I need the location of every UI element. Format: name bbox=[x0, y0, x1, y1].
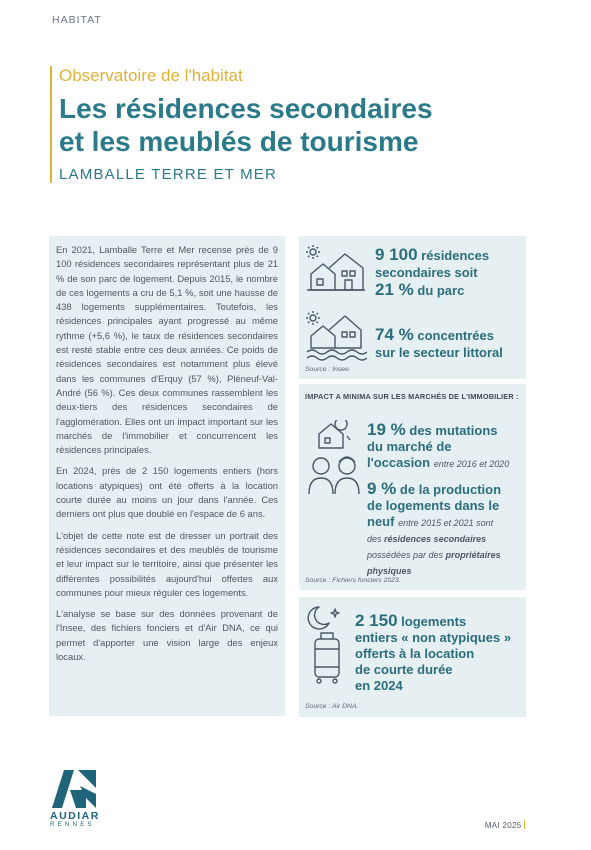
page-subtitle: LAMBALLE TERRE ET MER bbox=[59, 166, 278, 183]
title-kicker: Observatoire de l'habitat bbox=[59, 66, 243, 85]
title-block bbox=[50, 66, 520, 183]
stat-airdna-line4: de courte durée bbox=[355, 662, 453, 677]
stat-production-line6: physiques bbox=[367, 566, 412, 576]
stat-production-line5b: propriétaires bbox=[445, 550, 501, 560]
stat-residences bbox=[375, 246, 489, 299]
footer-accent-bar bbox=[524, 820, 526, 829]
stat-residences-line2: secondaires soit bbox=[375, 265, 478, 280]
stat-airdna bbox=[355, 613, 511, 694]
moon-luggage-icon bbox=[305, 603, 345, 685]
stat-production-label: de la production bbox=[399, 482, 502, 497]
logo-name: AUDIAR bbox=[50, 810, 100, 822]
source-fichiers-fonciers: Source : Fichiers fonciers 2023. bbox=[305, 577, 401, 584]
audiar-logo bbox=[50, 768, 102, 828]
stat-production-period: entre 2015 et 2021 sont bbox=[398, 518, 494, 528]
house-water-icon bbox=[305, 310, 367, 362]
stat-mutations bbox=[367, 422, 509, 472]
stats-card-airdna bbox=[299, 597, 526, 717]
stat-littoral-pct: 74 % bbox=[375, 325, 414, 344]
stat-littoral-label: concentrées bbox=[417, 328, 494, 343]
stat-airdna-label: logements bbox=[401, 614, 467, 629]
source-insee: Source : Insee. bbox=[305, 366, 351, 373]
stat-residences-value: 9 100 bbox=[375, 245, 418, 264]
stat-production-line5a: possédées par des bbox=[367, 550, 444, 560]
stat-residences-pct: 21 % bbox=[375, 280, 414, 299]
stat-mutations-line3: l'occasion bbox=[367, 455, 431, 470]
source-airdna: Source : Air DNA. bbox=[305, 703, 359, 710]
stat-airdna-line3: offerts à la location bbox=[355, 646, 475, 661]
footer-date-text: MAI 2025 bbox=[484, 821, 522, 830]
stat-mutations-period: entre 2016 et 2020 bbox=[433, 459, 510, 469]
intro-paragraph-2: En 2024, près de 2 150 logements entiers (hors locations atypiques) ont été offerts à la location courte durée au moins un jour dans l'année. Ces derniers ont plus que doublé en l'espace de 6 ans. bbox=[56, 465, 278, 520]
stat-airdna-value: 2 150 bbox=[355, 611, 398, 630]
stat-production-line2: de logements dans le bbox=[367, 498, 500, 513]
stat-residences-label: résidences bbox=[421, 248, 490, 263]
intro-panel bbox=[49, 236, 285, 716]
stat-production-line4a: des bbox=[367, 534, 382, 544]
stat-production-pct: 9 % bbox=[367, 479, 397, 498]
stat-airdna-line2: entiers « non atypiques » bbox=[355, 630, 512, 645]
page-title bbox=[59, 92, 520, 158]
stats-card-impact bbox=[299, 384, 526, 590]
impact-heading: IMPACT A MINIMA SUR LES MARCHÉS DE L'IMMOBILIER : bbox=[305, 392, 519, 401]
houses-sun-icon bbox=[305, 244, 367, 294]
stat-airdna-line5: en 2024 bbox=[355, 678, 403, 693]
logo-sub: RENNES bbox=[50, 822, 95, 828]
section-tag: HABITAT bbox=[52, 14, 102, 26]
stat-mutations-pct: 19 % bbox=[367, 420, 406, 439]
audiar-logo-mark bbox=[50, 768, 98, 808]
stat-littoral bbox=[375, 326, 503, 361]
page-title-line-1: Les résidences secondaires bbox=[59, 93, 433, 124]
intro-paragraph-4: L'analyse se base sur des données provenant de l'Insee, des fichiers fonciers et d'Air DNA, ce qui permet d'apporter une vision large des enjeux locaux. bbox=[56, 608, 278, 663]
stat-mutations-label: des mutations bbox=[409, 423, 498, 438]
footer-date bbox=[485, 820, 525, 830]
stat-production bbox=[367, 481, 501, 579]
stat-littoral-line2: sur le secteur littoral bbox=[375, 345, 503, 360]
intro-paragraph-3: L'objet de cette note est de dresser un portrait des résidences secondaires et des meublés de tourisme et leur impact sur le territoire, ainsi que présenter les différentes possibilités aujourd'hui offertes aux communes pour mieux réguler ces logements. bbox=[56, 529, 278, 598]
stat-residences-tail: du parc bbox=[417, 283, 465, 298]
stats-card-residences bbox=[299, 236, 526, 379]
page-title-line-2: et les meublés de tourisme bbox=[59, 126, 419, 157]
intro-paragraph-1: En 2021, Lamballe Terre et Mer recense près de 9 100 résidences secondaires représentant plus de 21 % de son parc de logement. Depuis 2015, le nombre de ces logements a cru de 5,1 %, soit une hausse de 438 logements supplémentaires. Toutefois, les résidences principales ayant progressé au même rythme (+5,6 %), le taux de résidences secondaires est resté stable entre ces deux années. Ce poids de résidences secondaires est notamment plus élevé dans les communes d'Erquy (57 %), Pléneuf-Val-André (56 %). Ces deux communes rassemblent les deux-tiers des résidences secondaires de l'agglomération. Elles ont un impact important sur les marchés de l'immobilier et concurrencent les résidences principales. bbox=[56, 244, 278, 456]
stat-mutations-line2: du marché de bbox=[367, 439, 452, 454]
house-people-icon bbox=[303, 420, 365, 502]
stat-production-line3: neuf bbox=[367, 514, 395, 529]
stat-production-line4b: résidences secondaires bbox=[384, 534, 487, 544]
